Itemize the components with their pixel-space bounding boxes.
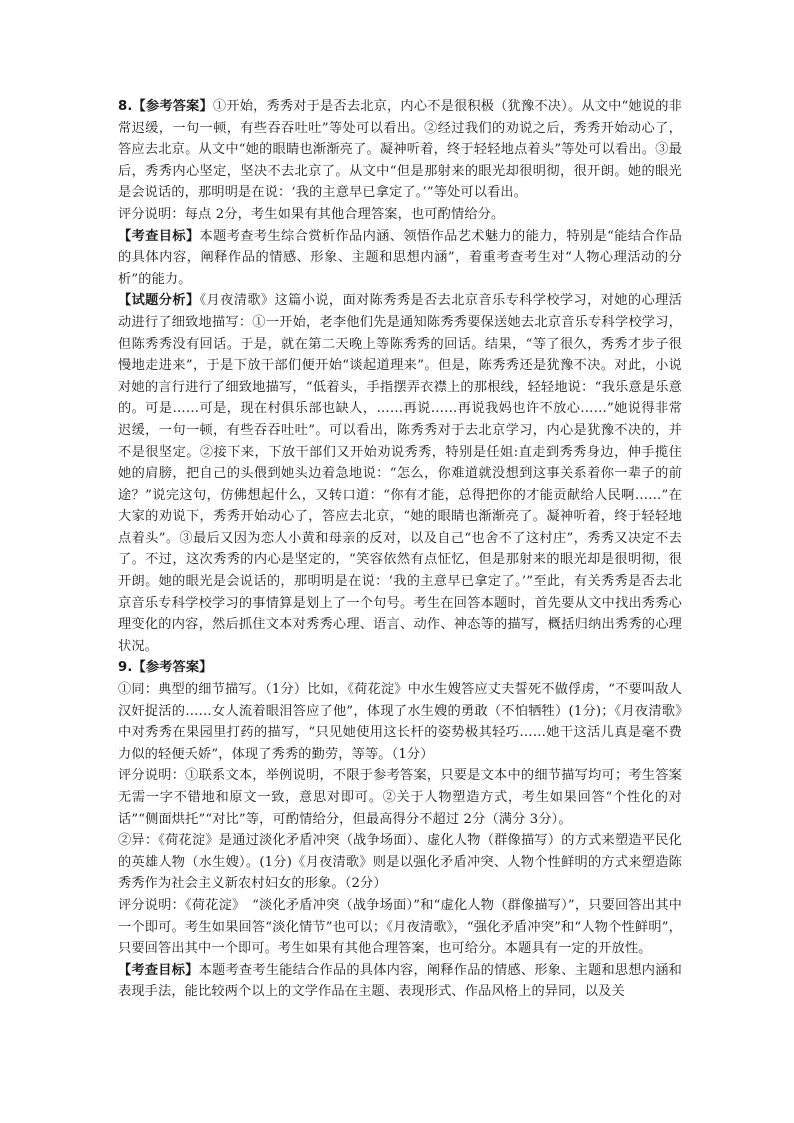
- q8-analysis-paragraph: [118, 290, 682, 657]
- q9-heading: 9.【参考答案】: [118, 660, 213, 676]
- q8-goal-heading: 【考查目标】: [118, 228, 200, 244]
- answer-document: [118, 96, 682, 1003]
- q9-goal-paragraph: [118, 960, 682, 1003]
- q8-answer-text: ①开始，秀秀对于是否去北京，内心不是很积极（犹豫不决）。从文中“她说的非常迟缓，一句一顿，有些吞吞吐吐”等处可以看出。②经过我们的劝说之后，秀秀开始动心了，答应去北京。从文中“她的眼睛也渐渐亮了。凝神听着，终于轻轻地点着头”等处可以看出。③最后，秀秀内心坚定，坚决不去北京了。从文中“但是那射来的眼光却很明彻，很开朗。她的眼光是会说话的，那明明是在说：‘我的主意早已拿定了。’”等处可以看出。: [118, 99, 682, 201]
- q9-same-paragraph: ①同：典型的细节描写。（1分）比如，《荷花淀》中水生嫂答应丈夫誓死不做俘虏，“不要叫敌人汉奸捉活的……女人流着眼泪答应了他”，体现了水生嫂的勇敢（不怕牺牲）(1分)；《月夜清歌》中对秀秀在果园里打药的描写，“只见她使用这长杆的姿势极其轻巧……她干这活儿真是毫不费力似的轻便夭娇”，体现了秀秀的勤劳，等等。（1分）: [118, 682, 682, 762]
- q8-analysis-text: 《月夜清歌》这篇小说，面对陈秀秀是否去北京音乐专科学校学习，对她的心理活动进行了细致地描写：①一开始，老李他们先是通知陈秀秀要保送她去北京音乐专科学校学习，但陈秀秀没有回话。于是，就在第二天晚上等陈秀秀的回话。结果，“等了很久，秀秀才步子很慢地走进来”，于是下放干部们便开始“谈起道理来”。但是，陈秀秀还是犹豫不决。对此，小说对她的言行进行了细致地描写，“低着头，手指摆弄衣襟上的那根线，轻轻地说：“我乐意是乐意的。可是……可是，现在村俱乐部也缺人，……再说……再说我妈也许不放心……”她说得非常迟缓，一句一顿，有些吞吞吐吐”。可以看出，陈秀秀对于去北京学习，内心是犹豫不决的，并不是很坚定。②接下来，下放干部们又开始劝说秀秀，特别是任姐:直走到秀秀身边，伸手揽住她的肩膀，把自己的头偎到她头边着急地说：“怎么，你难道就没想到这事关系着你一辈子的前途？”说完这句，仿佛想起什么，又转口道：“你有才能，总得把你的才能贡献给人民啊……”在大家的劝说下，秀秀开始动心了，答应去北京，“她的眼睛也渐渐亮了。凝神听着，终于轻轻地点着头”。③最后又因为恋人小黄和母亲的反对，以及自己“也舍不了这村庄”，秀秀又决定不去了。不过，这次秀秀的内心是坚定的，“笑容依然有点怔忆，但是那射来的眼光却是很明彻，很开朗。她的眼光是会说话的，那明明是在说：‘我的主意早已拿定了。’”至此，有关秀秀是否去北京音乐专科学校学习的事情算是划上了一个句号。考生在回答本题时，首先要从文中找出秀秀心理变化的内容，然后抓住文本对秀秀心理、语言、动作、神态等的描写，概括归纳出秀秀的心理状况。: [118, 293, 683, 654]
- q9-scoring-note-1: 评分说明：①联系文本，举例说明，不限于参考答案，只要是文本中的细节描写均可；考生答案无需一字不错地和原文一致，意思对即可。②关于人物塑造方式，考生如果回答“个性化的对话”“侧面烘托”“对比”等，可酌情给分，但最高得分不超过 2分（满分 3分）。: [118, 768, 682, 827]
- q8-analysis-heading: 【试题分析】: [118, 293, 200, 309]
- q8-answer-paragraph: [118, 96, 682, 204]
- q8-goal-paragraph: [118, 226, 682, 291]
- q9-goal-text: 本题考查考生能结合作品的具体内容，阐释作品的情感、形象、主题和思想内涵和表现手法，能比较两个以上的文学作品在主题、表现形式、作品风格上的异同，以及关: [118, 962, 682, 1000]
- q9-diff-paragraph: ②异：《荷花淀》是通过淡化矛盾冲突（战争场面）、虚化人物（群像描写）的方式来塑造平民化的英雄人物（水生嫂）。(1分)《月夜清歌》则是以强化矛盾冲突、人物个性鲜明的方式来塑造陈秀秀作为社会主义新农村妇女的形象。（2分）: [118, 833, 682, 892]
- q8-goal-text: 本题考查考生综合赏析作品内涵、领悟作品艺术魅力的能力，特别是“能结合作品的具体内容，阐释作品的情感、形象、主题和思想内涵”，着重考查考生对“人物心理活动的分析”的能力。: [118, 228, 682, 287]
- q9-scoring-note-2: 评分说明：《荷花淀》 “淡化矛盾冲突（战争场面）”和“虚化人物（群像描写）”，只要回答出其中一个即可。考生如果回答“淡化情节”也可以；《月夜清歌》，“强化矛盾冲突”和“人物个性鲜明”，只要回答出其中一个即可。考生如果有其他合理答案，也可给分。本题具有一定的开放性。: [118, 897, 682, 957]
- q8-heading: 8.【参考答案】: [118, 99, 213, 114]
- q9-goal-heading: 【考查目标】: [118, 962, 199, 978]
- q8-scoring-note: 评分说明：每点 2分，考生如果有其他合理答案，也可酌情给分。: [118, 206, 505, 222]
